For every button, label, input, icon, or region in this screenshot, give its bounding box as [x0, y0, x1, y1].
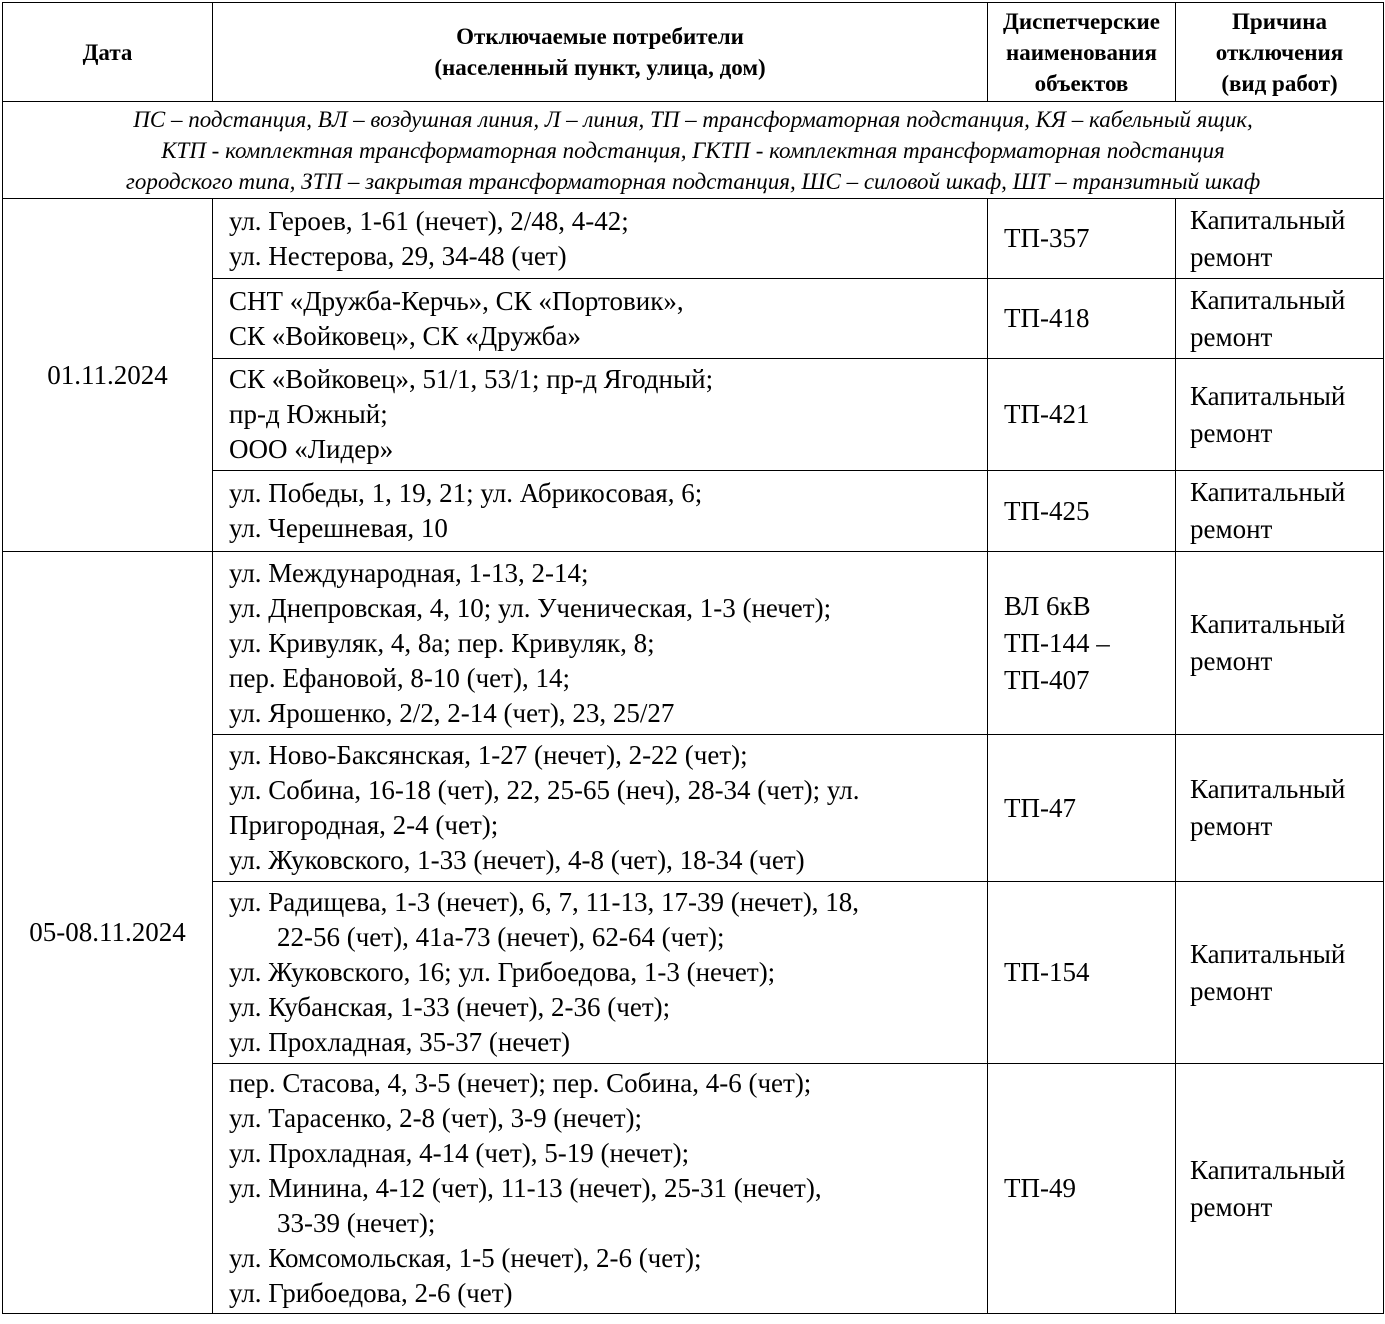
legend-row: [3, 102, 1384, 199]
reason-cell: Капитальный ремонт: [1176, 882, 1384, 1064]
header-date: Дата: [3, 3, 213, 102]
consumers-cell: ул. Международная, 1-13, 2-14; ул. Днепровская, 4, 10; ул. Ученическая, 1-3 (нечет); ул. Кривуляк, 4, 8а; пер. Кривуляк, 8; пер. Ефановой, 8-10 (чет), 14; ул. Ярошенко, 2/2, 2-14 (чет), 23, 25/27: [213, 552, 988, 735]
outage-table: [2, 2, 1384, 1314]
consumers-cell: пер. Стасова, 4, 3-5 (нечет); пер. Собина, 4-6 (чет); ул. Тарасенко, 2-8 (чет), 3-9 (нечет); ул. Прохладная, 4-14 (чет), 5-19 (нечет); ул. Минина, 4-12 (чет), 11-13 (нечет), 25-31 (нечет), 33-39 (нечет); ул. Комсомольская, 1-5 (нечет), 2-6 (чет); ул. Грибоедова, 2-6 (чет): [213, 1064, 988, 1314]
consumers-cell: СК «Войковец», 51/1, 53/1; пр-д Ягодный; пр-д Южный; ООО «Лидер»: [213, 359, 988, 471]
dispatch-cell: ТП-47: [988, 735, 1176, 882]
dispatch-cell: ТП-421: [988, 359, 1176, 471]
consumers-cell: ул. Победы, 1, 19, 21; ул. Абрикосовая, 6; ул. Черешневая, 10: [213, 471, 988, 552]
dispatch-cell: ТП-154: [988, 882, 1176, 1064]
consumers-cell: ул. Ново-Баксянская, 1-27 (нечет), 2-22 (чет); ул. Собина, 16-18 (чет), 22, 25-65 (неч), 28-34 (чет); ул. Пригородная, 2-4 (чет); ул. Жуковского, 1-33 (нечет), 4-8 (чет), 18-34 (чет): [213, 735, 988, 882]
reason-cell: Капитальный ремонт: [1176, 199, 1384, 279]
dispatch-cell: ТП-418: [988, 279, 1176, 359]
header-reason: Причина отключения (вид работ): [1176, 3, 1384, 102]
header-consumers: Отключаемые потребители (населенный пункт, улица, дом): [213, 3, 988, 102]
reason-cell: Капитальный ремонт: [1176, 279, 1384, 359]
reason-cell: Капитальный ремонт: [1176, 552, 1384, 735]
reason-cell: Капитальный ремонт: [1176, 735, 1384, 882]
header-row: [3, 3, 1384, 102]
reason-cell: Капитальный ремонт: [1176, 1064, 1384, 1314]
table-row: [3, 199, 1384, 279]
abbreviations-legend: ПС – подстанция, ВЛ – воздушная линия, Л – линия, ТП – трансформаторная подстанция, КЯ – кабельный ящик, КТП - комплектная трансформаторная подстанция, ГКТП - комплектная трансформаторная подстанция городского типа, ЗТП – закрытая трансформаторная подстанция, ШС – силовой шкаф, ШТ – транзитный шкаф: [3, 102, 1384, 199]
table-row: [3, 552, 1384, 735]
dispatch-cell: ВЛ 6кВ ТП-144 – ТП-407: [988, 552, 1176, 735]
dispatch-cell: ТП-49: [988, 1064, 1176, 1314]
consumers-cell: ул. Героев, 1-61 (нечет), 2/48, 4-42; ул. Нестерова, 29, 34-48 (чет): [213, 199, 988, 279]
header-dispatch: Диспетчерские наименования объектов: [988, 3, 1176, 102]
dispatch-cell: ТП-357: [988, 199, 1176, 279]
reason-cell: Капитальный ремонт: [1176, 471, 1384, 552]
consumers-cell: ул. Радищева, 1-3 (нечет), 6, 7, 11-13, 17-39 (нечет), 18, 22-56 (чет), 41а-73 (нечет), 62-64 (чет); ул. Жуковского, 16; ул. Грибоедова, 1-3 (нечет); ул. Кубанская, 1-33 (нечет), 2-36 (чет); ул. Прохладная, 35-37 (нечет): [213, 882, 988, 1064]
date-cell: 01.11.2024: [3, 199, 213, 552]
date-cell: 05-08.11.2024: [3, 552, 213, 1314]
reason-cell: Капитальный ремонт: [1176, 359, 1384, 471]
consumers-cell: СНТ «Дружба-Керчь», СК «Портовик», СК «Войковец», СК «Дружба»: [213, 279, 988, 359]
dispatch-cell: ТП-425: [988, 471, 1176, 552]
